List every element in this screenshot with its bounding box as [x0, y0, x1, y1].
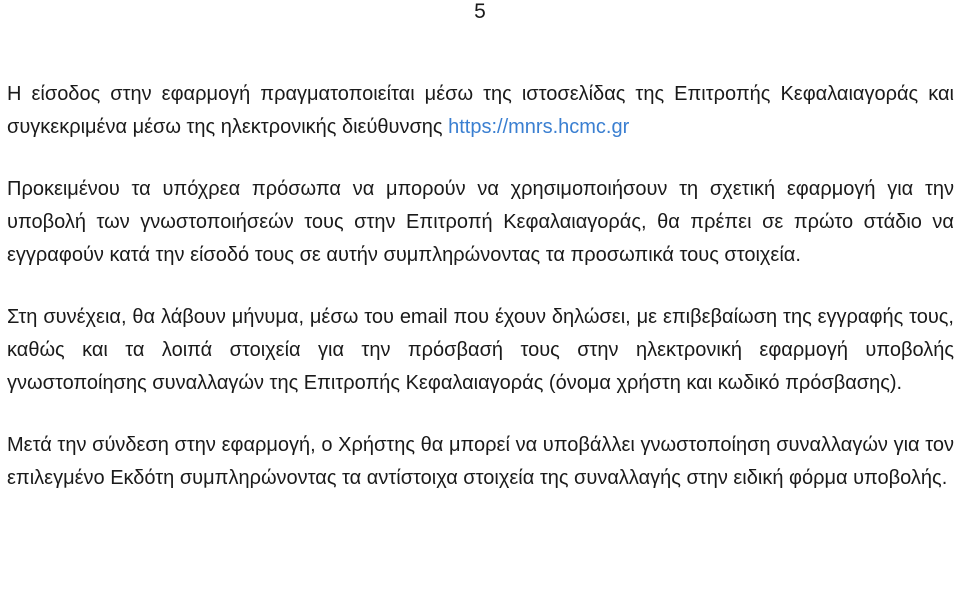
paragraph-access: [7, 78, 954, 144]
website-link[interactable]: https://mnrs.hcmc.gr: [448, 116, 630, 138]
paragraph-access-text: Η είσοδος στην εφαρμογή πραγματοποιείται μέσω της ιστοσελίδας της Επιτροπής Κεφαλαιαγοράς και συγκεκριμένα μέσω της ηλεκτρονικής διεύθυνσης: [7, 83, 954, 138]
paragraph-registration: Προκειμένου τα υπόχρεα πρόσωπα να μπορούν να χρησιμοποιήσουν τη σχετική εφαρμογή για την υποβολή των γνωστοποιήσεών τους στην Επιτροπή Κεφαλαιαγοράς, θα πρέπει σε πρώτο στάδιο να εγγραφούν κατά την είσοδό τους σε αυτήν συμπληρώνοντας τα προσωπικά τους στοιχεία.: [7, 178, 954, 266]
paragraph-submission: Μετά την σύνδεση στην εφαρμογή, ο Χρήστης θα μπορεί να υποβάλλει γνωστοποίηση συναλλαγών για τον επιλεγμένο Εκδότη συμπληρώνοντας τα αντίστοιχα στοιχεία της συναλλαγής στην ειδική φόρμα υποβολής.: [7, 434, 954, 489]
document-body: [7, 78, 954, 495]
paragraph-confirmation: Στη συνέχεια, θα λάβουν μήνυμα, μέσω του email που έχουν δηλώσει, με επιβεβαίωση της εγγραφής τους, καθώς και τα λοιπά στοιχεία για την πρόσβασή τους στην ηλεκτρονική εφαρμογή υποβολής γνωστοποίησης συναλλαγών της Επιτροπής Κεφαλαιαγοράς (όνομα χρήστη και κωδικό πρόσβασης).: [7, 306, 954, 394]
page-number: 5: [474, 0, 486, 23]
